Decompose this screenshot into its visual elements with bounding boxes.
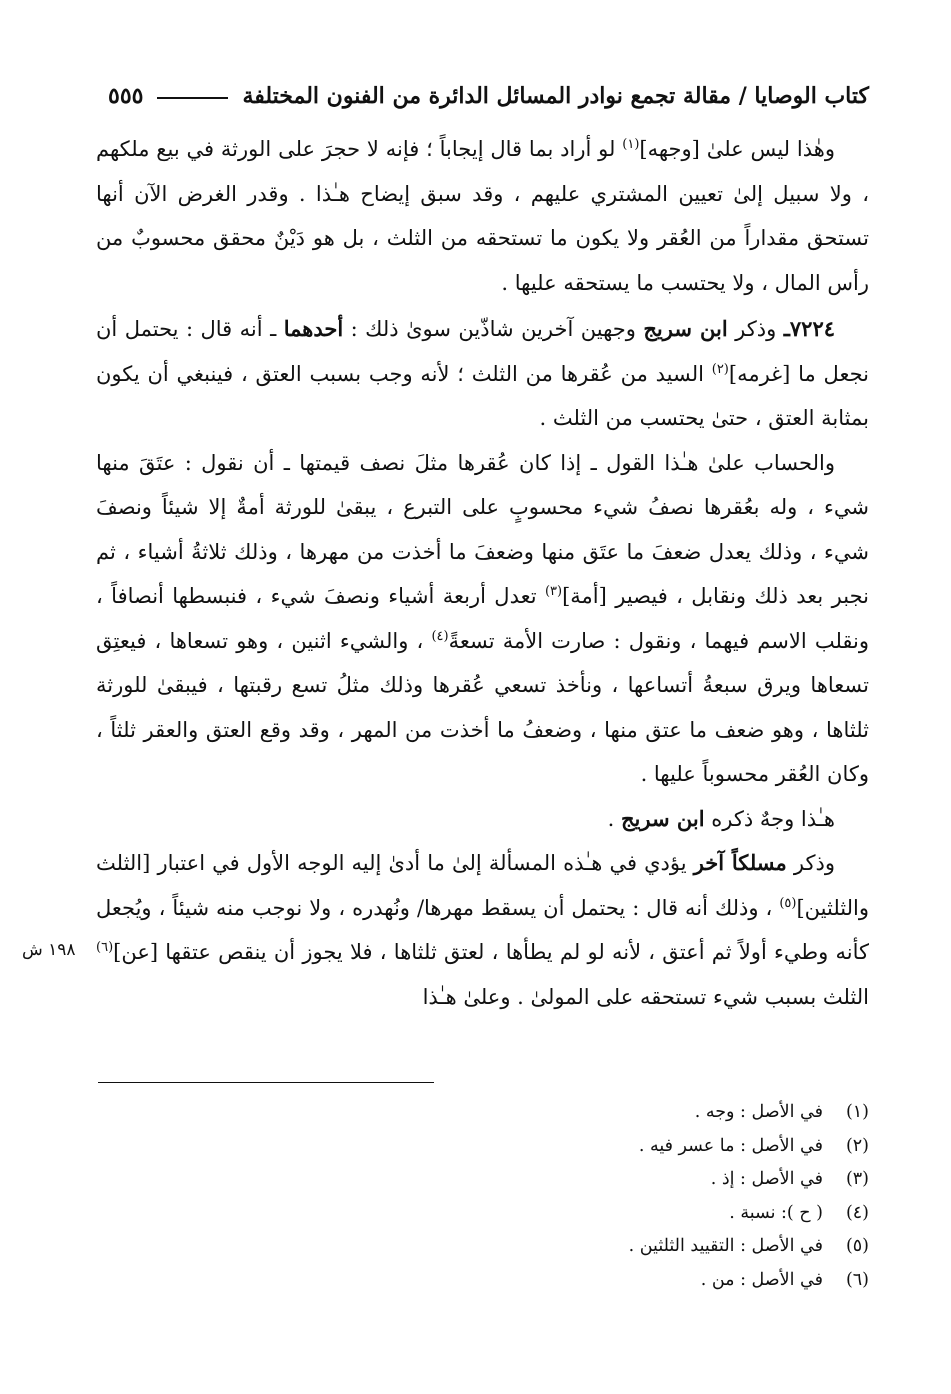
footnote-item: [96, 1230, 869, 1264]
footnote-ref-1: (١): [622, 137, 640, 152]
bold-term: أحدهما: [283, 316, 344, 341]
text-run: ـ أنه قال : يحتمل أن نجعل ما [غرمه]: [96, 317, 869, 386]
text-run: وهٰذا ليس علىٰ [وجهه]: [639, 137, 835, 161]
footnotes: [96, 1096, 869, 1297]
text-run: وجهين آخرين شاذّين سوىٰ ذلك :: [343, 317, 644, 341]
text-run: لو أراد بما قال إيجاباً ؛ فإنه لا حجرَ على الورثة في بيع ملكهم ، ولا سبيل إلىٰ تعيين المشتري عليهم ، وقد سبق إيضاح هـٰذا . وقدر الغرض الآن أنها تستحق مقداراً من العُقر ولا يكون ما تستحقه من الثلث ، بل هو دَيْنٌ محقق محسوبٌ من رأس المال ، ولا يحتسب ما يستحقه عليها .: [96, 137, 869, 295]
paragraph-5: [96, 841, 869, 1019]
footnote-item: [96, 1197, 869, 1231]
footnote-number: (٢): [845, 1135, 869, 1156]
paragraph-3: [96, 441, 869, 797]
text-run: ، وذلك أنه قال : يحتمل أن يسقط مهرها/ ونُهدره ، ولا نوجب منه شيئاً ، ويُجعل كأنه وطيء أولاً ثم أعتق ، لأنه لو لم يطأها ، لعتق ثلثاها ، فلا يجوز أن ينقص عتقها [عن]: [96, 895, 869, 964]
footnote-ref-6: (٦): [96, 940, 114, 955]
footnote-item: [96, 1130, 869, 1164]
footnote-item: [96, 1163, 869, 1197]
bold-term: مسلكاً آخر: [693, 850, 787, 875]
text-run: السيد من عُقرها من الثلث ؛ لأنه وجب بسبب العتق ، فينبغي أن يكون بمثابة العتق ، حتىٰ يحتسب من الثلث .: [96, 361, 869, 430]
issue-number: ٧٢٢٤ـ: [783, 316, 836, 341]
footnote-number: (٦): [845, 1269, 869, 1290]
text-run: وذكر: [727, 317, 784, 341]
text-run: والحساب علىٰ هـٰذا القول ـ إذا كان عُقرها مثلَ نصف قيمتها ـ أن نقول : عتَقَ منها شيء ، وله بعُقرها نصفُ شيء محسوبٍ على التبرع ، يبقىٰ للورثة أمةٌ إلا شيئاً ونصفَ شيء ، وذلك يعدل ضعفَ ما عتَق منها وضعفَ ما أخذت من مهرها ، وذلك ثلاثةُ أشياء ، ثم نجبر بعد ذلك ونقابل ، فيصير [أمة]: [96, 450, 869, 608]
footnote-item: [96, 1264, 869, 1298]
header-dash-rule: [157, 97, 228, 99]
header-title: كتاب الوصايا / مقالة تجمع نوادر المسائل الدائرة من الفنون المختلفة: [242, 83, 869, 109]
text-run: هـٰذا وجهٌ ذكره: [704, 806, 835, 831]
running-header: [108, 74, 869, 118]
paragraph-2: [96, 307, 869, 441]
page-number: ٥٥٥: [108, 83, 144, 109]
footnote-number: (٥): [845, 1236, 869, 1256]
footnote-text: في الأصل : التقييد الثلثين .: [628, 1236, 823, 1256]
paragraph-4: [96, 797, 869, 842]
paragraph-1: [96, 127, 869, 305]
footnote-separator: [98, 1082, 434, 1083]
footnote-text: في الأصل : من .: [700, 1269, 823, 1290]
footnote-text: في الأصل : ما عسر فيه .: [638, 1135, 823, 1156]
text-run: .: [607, 806, 621, 831]
footnote-text: في الأصل : وجه .: [694, 1102, 823, 1122]
text-run: الثلث بسبب شيء تستحقه على المولىٰ . وعلىٰ هـٰذا: [422, 984, 869, 1009]
footnote-number: (٣): [845, 1169, 869, 1189]
scholar-name: ابن سريج: [643, 316, 728, 341]
footnote-text: في الأصل : إذ .: [710, 1169, 823, 1189]
text-run: وذكر: [786, 851, 835, 875]
scholar-name: ابن سريج: [621, 805, 705, 831]
main-text: [96, 127, 869, 1019]
footnote-text: ( ح ): نسبة .: [729, 1202, 823, 1223]
text-run: تعدل أربعة أشياء ونصفَ شيء ، فنبسطها أنصافاً ، ونقلب الاسم فيهما ، ونقول : صارت الأمة تسعةً: [96, 584, 870, 653]
footnote-ref-4: (٤): [431, 628, 449, 644]
footnote-item: [96, 1096, 869, 1130]
footnote-ref-2: (٢): [711, 361, 729, 377]
footnote-ref-5: (٥): [779, 895, 797, 911]
footnote-number: (١): [845, 1102, 869, 1122]
text-run: يؤدي في هـٰذه المسألة إلىٰ ما أدىٰ إليه الوجه الأول في اعتبار [الثلث والثلثين]: [96, 851, 869, 920]
text-run: ، والشيء اثنين ، وهو تسعاها ، فيعتِق تسعاها ويرق سبعةُ أتساعها ، ونأخذ تسعي عُقرها وذلك مثلُ تسع رقبتها ، فيبقىٰ للورثة ثلثاها ، وهو ضعف ما عتق منها ، وضعفُ ما أخذت من المهر ، وقد وقع العتق والعقر ثلثاً ، وكان العُقر محسوباً عليها .: [96, 628, 869, 786]
footnote-ref-3: (٣): [544, 584, 563, 599]
footnote-number: (٤): [845, 1202, 869, 1223]
margin-folio-note: ١٩٨ ش: [22, 940, 76, 960]
